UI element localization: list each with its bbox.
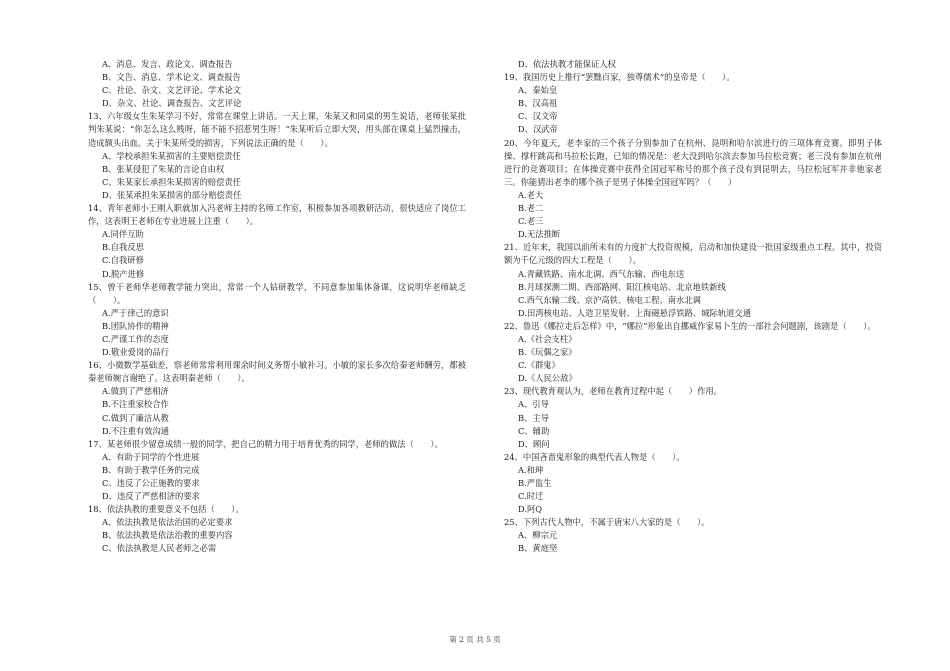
answer-option: D.脱产进修 [102,268,145,279]
answer-option: A.同伴互助 [102,229,144,240]
question-text: 25、下列古代人物中，不属于唐宋八大家的是（ ）。 [504,517,710,528]
answer-option: C.做到了廉洁从教 [102,412,169,423]
answer-option: C、辅助 [518,425,550,436]
page-number: 第 2 页 共 5 页 [449,635,501,644]
answer-option: B.严监生 [518,478,552,488]
answer-option: B.《玩偶之家》 [518,347,577,358]
answer-option: A、依法执教是依法治国的必定要求 [102,517,233,528]
question-text: 14、青年老师小王刚入职就加入冯老师主持的名师工作室，积极参加各项教研活动，很快适应了岗位工作，这表明王老师在专业进展上注重（ ）。 [88,203,466,227]
answer-option: B、张某侵犯了朱某的言论自由权 [102,163,225,174]
answer-option: C、违反了公正施教的要求 [102,478,200,488]
answer-option: A.青藏铁路、南水北调、西气东输、西电东送 [518,268,685,279]
answer-option: A.和珅 [518,464,544,475]
question-text: 13、六年级女生朱某学习不好，常常在课堂上讲话。一天上课，朱某又和同桌的男生说话，老师张某批判朱某说：“你怎么这么贱呀，能不能不招惹男生呀！”朱某听后立即大哭，用头部在课桌上猛烈撞击，造成额头出血。关于朱某所受的损害，下列说法正确的是（ ）。 [88,111,466,148]
answer-option: B、汉高祖 [518,98,558,109]
answer-option: B、黄庭坚 [518,543,558,554]
question-text: 15、曾干老师华老师教学能力突出，常常一个人钻研教学，不同意参加集体备课，这说明华老师缺乏（ ）。 [88,281,466,305]
answer-option: A.《社会支柱》 [518,333,577,344]
answer-option: D.无法推断 [518,229,561,240]
answer-option: D.敬业爱岗的品行 [102,347,170,358]
answer-option: A、秦始皇 [518,85,558,96]
answer-option: A.老大 [518,189,544,200]
answer-option: C.《群鬼》 [518,360,560,371]
answer-option: C、依法执教是人民老师之必需 [102,543,217,554]
answer-option: A.严于律己的意识 [102,307,169,318]
answer-option: D、汉武帝 [518,124,558,135]
answer-option: A.做到了严慈相济 [102,386,169,397]
answer-option: A、柳宗元 [518,530,558,541]
answer-option: A、消息、发言、政论文、调查报告 [102,59,233,69]
answer-option: C.西气东输二线、京沪高铁、核电工程、南水北调 [518,294,701,305]
answer-option: C.自我研修 [102,255,144,266]
answer-option: B、依法执教是依法治教的重要内容 [102,530,233,541]
answer-option: C、社论、杂文、文艺评论、学术论文 [102,85,242,96]
answer-option: D、违反了严慈相济的要求 [102,491,200,502]
question-text: 16、小微数学基础差，察老师常常利用课余时间义务帮小敏补习。小敏的家长多次给秦老师酬劳，都被秦老师婉言谢绝了。这表明秦老师（ ）。 [88,360,466,384]
answer-option: A、有助于同学的个性进展 [102,451,200,462]
question-text: 17、某老师很少留意成绩一般的同学，把自己的精力用于培育优秀的同学，老师的做法（ ）。 [88,438,443,449]
answer-option: D、杂文、社论、调查报告、文艺评论 [102,98,242,109]
answer-option: C、朱某家长承担朱某损害的赔偿责任 [102,176,242,187]
answer-option: D、张某承担朱某损害的部分赔偿责任 [102,189,242,200]
question-text: 24、中国吝啬鬼形象的典型代表人物是（ ）。 [504,451,685,462]
question-text: 20、今年夏天，老李家的三个孩子分别参加了在杭州、昆明和哈尔滨进行的三项体育竞赛。即男子体操、撑杆跳高和马拉松长跑，已知的情况是：老大没到哈尔滨去参加马拉松竞赛；老三没有参加在杭州进行的竞赛项目；在体操竞赛中获得全国冠军称号的那个孩子没有到昆明去，马拉松冠军并非他家老三。你能猜出老李的哪个孩子是男子体操全国冠军吗？（ ） [504,137,882,187]
right-column [504,58,882,556]
answer-option: B、有助于教学任务的完成 [102,464,200,475]
answer-option: D.《人民公敌》 [518,373,577,384]
answer-option: B.自我反思 [102,242,144,253]
answer-option: D.不注重有效沟通 [102,425,170,436]
answer-option: D.田湾核电站、人造卫星发射、上海磁悬浮铁路、城际轨道交通 [518,307,752,318]
answer-option: B、文告、消息、学术论文、调查报告 [102,72,241,83]
answer-option: A、引导 [518,399,549,410]
answer-option: D.阿Q [518,504,543,515]
answer-option: B、主导 [518,412,549,423]
answer-option: B.团队协作的精神 [102,320,169,331]
question-text: 23、现代教育观认为，老师在教育过程中起（ ）作用。 [504,386,722,397]
answer-option: A、学校承担朱某损害的主要赔偿责任 [102,150,241,161]
question-text: 19、我国历史上推行“罢黜百家，独尊儒术”的皇帝是（ ）。 [504,72,735,83]
question-text: 18、依法执教的重要意义不包括（ ）。 [88,504,244,515]
answer-option: B.月球探测二期、西部路网、阳江核电站、北京地铁新线 [518,281,726,292]
answer-option: B.老二 [518,203,544,214]
answer-option: C.严谨工作的态度 [102,333,169,344]
answer-option: B.不注重家校合作 [102,399,169,410]
answer-option: D、顾问 [518,438,550,449]
answer-option: C、汉文帝 [518,111,558,122]
question-text: 22、鲁迅《娜拉走后怎样》中，“娜拉”形象出自挪威作家易卜生的一部社会问题剧，该剧是（ ）。 [504,320,876,331]
left-column [88,58,466,556]
answer-option: D、依法执教才能保证人权 [518,59,616,69]
answer-option: C.老三 [518,216,544,227]
question-text: 21、近年来，我国以前所未有的力度扩大投资规模，启动和加快建设一批国家级重点工程。其中，投资额为千亿元级的四大工程是（ ）。 [504,242,882,266]
answer-option: C.时迁 [518,491,544,502]
